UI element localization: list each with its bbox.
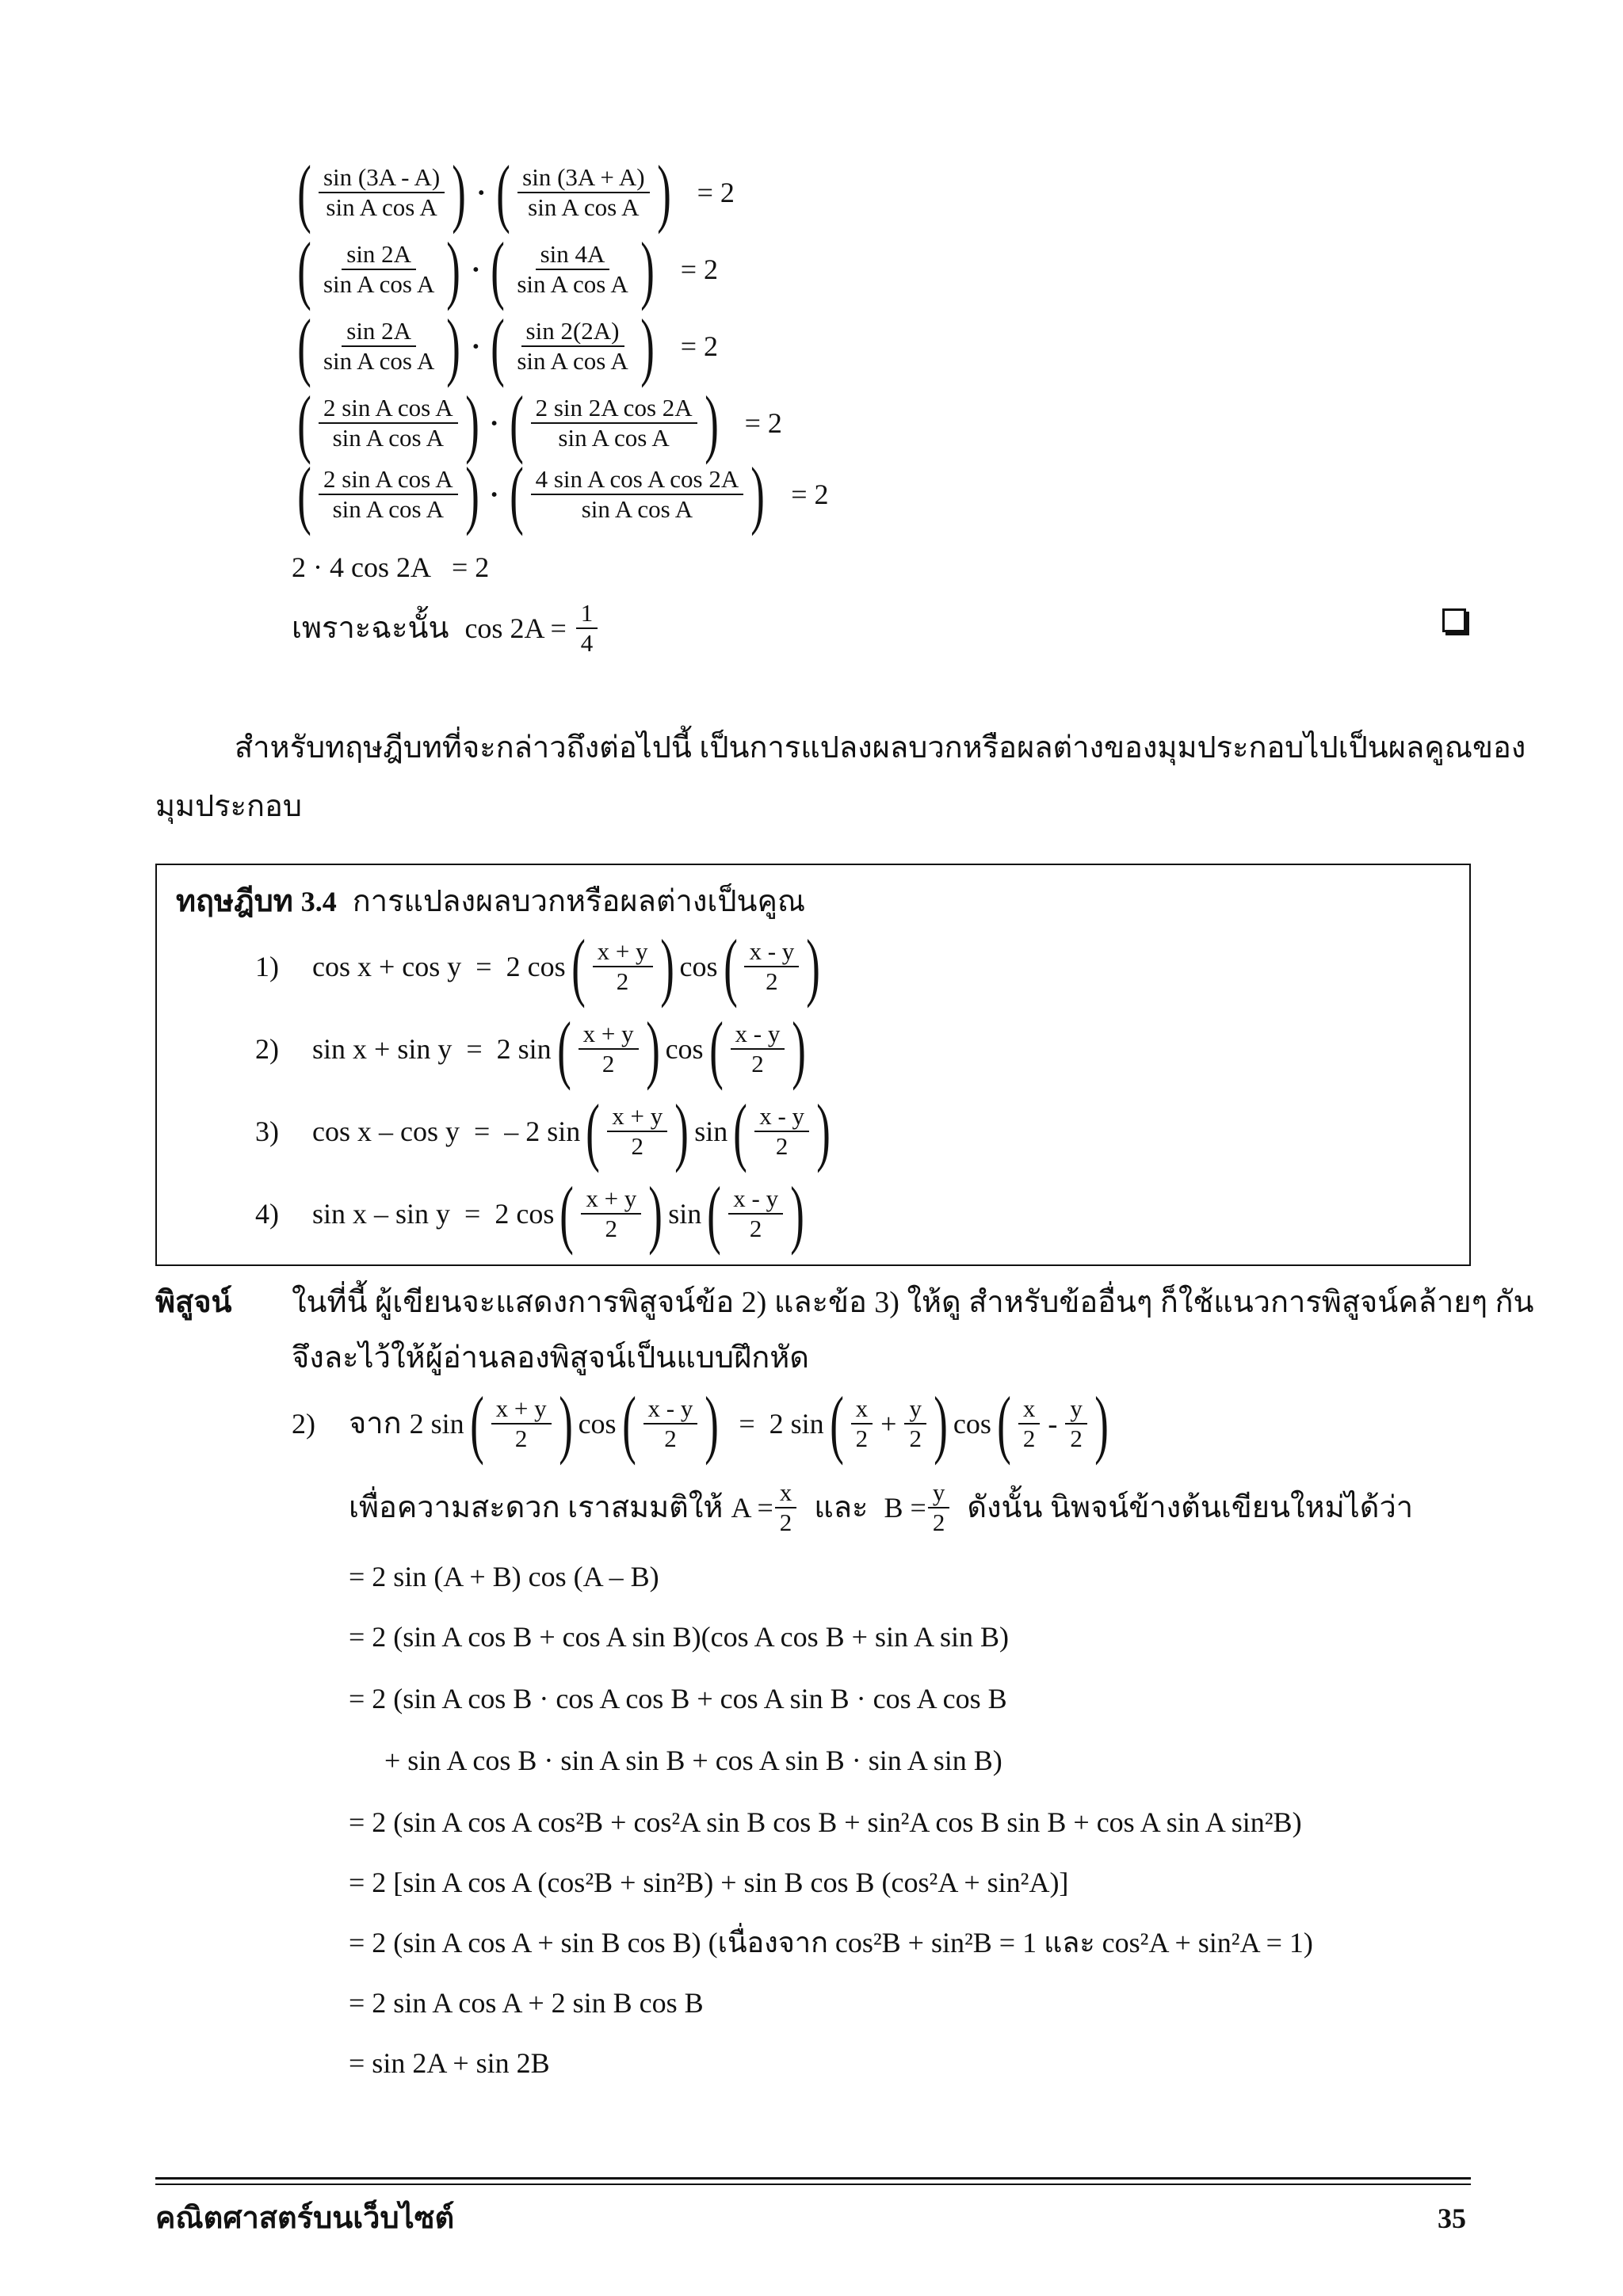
fraction-denominator: 2	[605, 1215, 618, 1242]
proof-step-7: = 2 (sin A cos A + sin B cos B) (เนื่องจาก cos²B + sin²B = 1 และ cos²A + sin²A = 1)	[349, 1927, 1313, 1958]
equation-rhs: = 2	[451, 551, 490, 583]
equals-sign: =	[739, 1408, 755, 1440]
fraction-numerator: sin 2(2A)	[521, 318, 624, 347]
expression-function: cos	[578, 1408, 617, 1440]
equation-rhs: = 2	[791, 479, 829, 510]
equals-sign: =	[466, 1033, 483, 1065]
derivation-line-6	[292, 551, 510, 583]
theorem-number: 3.4	[300, 886, 337, 917]
identity-middle-function: sin	[668, 1198, 702, 1230]
fraction-numerator: sin 2A	[342, 318, 416, 347]
fraction-denominator: 2	[932, 1508, 945, 1536]
fraction-denominator: sin A cos A	[528, 193, 640, 221]
footer-rule-thick	[155, 2177, 1471, 2180]
equation-lhs: cos 2A =	[464, 612, 567, 644]
therefore-label: เพราะฉะนั้น	[292, 612, 449, 645]
proof-text-2: จึงละไว้ให้ผู้อ่านลองพิสูจน์เป็นแบบฝึกหัด	[292, 1341, 809, 1375]
item-number: 1)	[255, 951, 279, 982]
proof-step-5: = 2 (sin A cos A cos²B + cos²A sin B cos B + sin²A cos B sin B + cos A sin A sin²B)	[349, 1806, 1302, 1838]
fraction-numerator: y	[904, 1396, 926, 1425]
fraction-denominator: sin A cos A	[332, 424, 444, 452]
proof-step-8: = 2 sin A cos A + 2 sin B cos B	[349, 1987, 704, 2019]
fraction-denominator: sin A cos A	[323, 347, 435, 375]
identity-middle-function: cos	[679, 951, 718, 982]
identity-lhs: sin x + sin y	[312, 1033, 453, 1065]
theorem-heading	[176, 884, 805, 919]
intro-line-1: สำหรับทฤษฎีบทที่จะกล่าวถึงต่อไปนี้ เป็นการแปลงผลบวกหรือผลต่างของมุมประกอบไปเป็นผลคูณของ	[235, 731, 1526, 765]
b-definition: B =	[884, 1492, 926, 1524]
fraction-numerator: sin 2A	[342, 242, 416, 270]
proof-step-9: = sin 2A + sin 2B	[349, 2047, 550, 2079]
fraction-numerator: x - y	[643, 1396, 698, 1425]
fraction-denominator: 2	[766, 967, 778, 995]
fraction-denominator: sin A cos A	[323, 270, 435, 298]
fraction-denominator: 2	[1022, 1425, 1036, 1452]
fraction-denominator: 2	[601, 1050, 615, 1077]
fraction-numerator: 2 sin A cos A	[319, 467, 458, 495]
fraction-denominator: 2	[751, 1050, 764, 1077]
fraction-numerator: y	[1065, 1396, 1087, 1425]
identity-coefficient: 2 cos	[495, 1198, 555, 1230]
equation-lhs: 2 · 4 cos 2A	[292, 551, 431, 583]
step-number: 2)	[292, 1408, 315, 1440]
equation-rhs: = 2	[744, 407, 782, 439]
expression-coefficient: 2 sin	[409, 1408, 464, 1440]
fraction-denominator: sin A cos A	[326, 193, 437, 221]
fraction-numerator: x + y	[491, 1396, 552, 1425]
footer-title: คณิตศาสตร์บนเว็บไซต์	[155, 2202, 455, 2235]
identity-middle-function: cos	[665, 1033, 704, 1065]
fraction-numerator: x + y	[581, 1186, 641, 1215]
equation-rhs: = 2	[680, 254, 719, 285]
fraction-numerator: 1	[576, 601, 598, 629]
substitution-text: เพื่อความสะดวก เราสมมติให้	[349, 1491, 724, 1524]
fraction-numerator: sin 4A	[536, 242, 610, 270]
fraction-denominator: 2	[855, 1425, 869, 1452]
fraction-denominator: 2	[616, 967, 629, 995]
identity-lhs: sin x – sin y	[312, 1198, 451, 1230]
equation-rhs: = 2	[697, 177, 735, 208]
proof-step-6: = 2 [sin A cos A (cos²B + sin²B) + sin B cos B (cos²A + sin²A)]	[349, 1867, 1069, 1898]
fraction-denominator: sin A cos A	[517, 347, 628, 375]
theorem-label: ทฤษฎีบท	[176, 885, 293, 918]
proof-step-from: 2) จาก 2 sin ( $\frac{x + y}{2}$ ) cos ( $\frac{x - y}{2}$ ) = 2 sin ( $\frac{x}{2}$ + $\frac{y}{2}$ ) cos ( $\frac{x}{2}$ - $\frac{y}{2}$ )	[292, 1381, 1109, 1466]
from-label: จาก	[349, 1407, 402, 1440]
page-number: 35	[1438, 2203, 1466, 2234]
item-number: 2)	[255, 1033, 279, 1065]
fraction-denominator: 2	[779, 1508, 792, 1536]
equals-sign: =	[475, 951, 492, 982]
fraction-denominator: sin A cos A	[332, 495, 444, 523]
identity-lhs: cos x – cos y	[312, 1116, 460, 1147]
theorem-item-2: 2) sin x + sin y = 2 sin ( $\frac{x + y}{2}$ ) cos ( $\frac{x - y}{2}$ )	[255, 1006, 807, 1091]
derivation-line-5: ( $\frac{\text{2 sin A cos A}}{\text{sin A cos A}}$ ) · ( $\frac{\text{4 sin A cos A cos 2A}}{\text{sin A cos A}}$ ) = 2	[297, 452, 829, 536]
fraction-numerator: sin (3A - A)	[319, 165, 445, 193]
equals-sign: =	[473, 1116, 491, 1147]
identity-middle-function: sin	[694, 1116, 728, 1147]
expression-function: cos	[953, 1408, 991, 1440]
fraction-numerator: x	[1018, 1396, 1041, 1425]
fraction-numerator: y	[928, 1480, 950, 1508]
identity-coefficient: – 2 sin	[504, 1116, 581, 1147]
fraction-numerator: 4 sin A cos A cos 2A	[531, 467, 744, 495]
proof-step-1: = 2 sin (A + B) cos (A – B)	[349, 1561, 659, 1592]
theorem-item-1: 1) cos x + cos y = 2 cos ( $\frac{x + y}{2}$ ) cos ( $\frac{x - y}{2}$ )	[255, 924, 821, 1009]
fraction-denominator: sin A cos A	[558, 424, 670, 452]
fraction-numerator: x + y	[593, 939, 653, 967]
fraction-numerator: 2 sin A cos A	[319, 395, 458, 424]
derivation-line-4: ( $\frac{\text{2 sin A cos A}}{\text{sin A cos A}}$ ) · ( $\frac{\text{2 sin 2A cos 2A}}{\text{sin A cos A}}$ ) = 2	[297, 380, 782, 465]
theorem-item-3: 3) cos x – cos y = – 2 sin ( $\frac{x + y}{2}$ ) sin ( $\frac{x - y}{2}$ )	[255, 1089, 831, 1173]
identity-coefficient: 2 cos	[506, 951, 566, 982]
and-label: และ	[814, 1491, 869, 1524]
fraction-numerator: x	[775, 1480, 797, 1508]
fraction-numerator: x - y	[754, 1104, 809, 1132]
identity-coefficient: 2 sin	[496, 1033, 552, 1065]
fraction-numerator: x - y	[731, 1021, 785, 1050]
proof-step-3: = 2 (sin A cos B · cos A cos B + cos A sin B · cos A cos B	[349, 1683, 1007, 1714]
identity-lhs: cos x + cos y	[312, 951, 462, 982]
fraction-denominator: 2	[514, 1425, 528, 1452]
derivation-line-2: ( $\frac{\sin 2A}{\text{sin A cos A}}$ ) · ( $\frac{\sin 4A}{\text{sin A cos A}}$ ) = 2	[297, 227, 719, 311]
fraction-numerator: x - y	[744, 939, 799, 967]
fraction-denominator: sin A cos A	[517, 270, 628, 298]
fraction-denominator: 2	[775, 1132, 789, 1160]
derivation-line-3: ( $\frac{\sin 2A}{\text{sin A cos A}}$ ) · ( $\frac{\sin 2(2A)}{\text{sin A cos A}}$ ) = 2	[297, 303, 719, 388]
proof-step-2: = 2 (sin A cos B + cos A sin B)(cos A cos B + sin A sin B)	[349, 1621, 1010, 1653]
derivation-line-1: ( $\frac{\sin (3A - A)}{\text{sin A cos A}}$ ) · ( $\frac{\sin (3A + A)}{\text{sin A cos A}}$ ) = 2	[297, 150, 735, 235]
proof-text-1: ในที่นี้ ผู้เขียนจะแสดงการพิสูจน์ข้อ 2) และข้อ 3) ให้ดู สำหรับข้ออื่นๆ ก็ใช้แนวการพิสูจน์คล้ายๆ กัน	[292, 1286, 1534, 1319]
item-number: 4)	[255, 1198, 279, 1230]
proof-substitution	[349, 1480, 1413, 1535]
fraction-denominator: 4	[580, 629, 594, 657]
minus-sign: -	[1048, 1408, 1058, 1440]
fraction-numerator: 2 sin 2A cos 2A	[531, 395, 697, 424]
footer-rule-thin	[155, 2183, 1471, 2185]
fraction-denominator: 2	[1070, 1425, 1083, 1452]
fraction-denominator: sin A cos A	[581, 495, 693, 523]
fraction-denominator: 2	[909, 1425, 922, 1452]
equals-sign: =	[464, 1198, 481, 1230]
theorem-item-4: 4) sin x – sin y = 2 cos ( $\frac{x + y}{2}$ ) sin ( $\frac{x - y}{2}$ )	[255, 1171, 804, 1256]
proof-label: พิสูจน์	[155, 1286, 232, 1319]
theorem-title: การแปลงผลบวกหรือผลต่างเป็นคูณ	[352, 885, 806, 918]
fraction-denominator: 2	[749, 1215, 762, 1242]
fraction-numerator: x - y	[728, 1186, 783, 1215]
fraction-numerator: x + y	[607, 1104, 667, 1132]
fraction-denominator: 2	[631, 1132, 644, 1160]
proof-step-4: + sin A cos B · sin A sin B + cos A sin B · sin A sin B)	[384, 1745, 1002, 1776]
intro-line-2: มุมประกอบ	[155, 790, 302, 823]
derivation-line-7	[292, 601, 599, 656]
equation-rhs: = 2	[680, 330, 719, 362]
a-definition: A =	[731, 1492, 773, 1524]
qed-box-icon	[1442, 608, 1466, 632]
item-number: 3)	[255, 1116, 279, 1147]
fraction-numerator: x + y	[579, 1021, 639, 1050]
fraction-denominator: 2	[664, 1425, 677, 1452]
fraction-numerator: x	[851, 1396, 873, 1425]
plus-sign: +	[880, 1408, 897, 1440]
fraction-numerator: sin (3A + A)	[517, 165, 649, 193]
substitution-text: ดังนั้น นิพจน์ข้างต้นเขียนใหม่ได้ว่า	[967, 1491, 1414, 1524]
expression-coefficient: 2 sin	[769, 1408, 824, 1440]
